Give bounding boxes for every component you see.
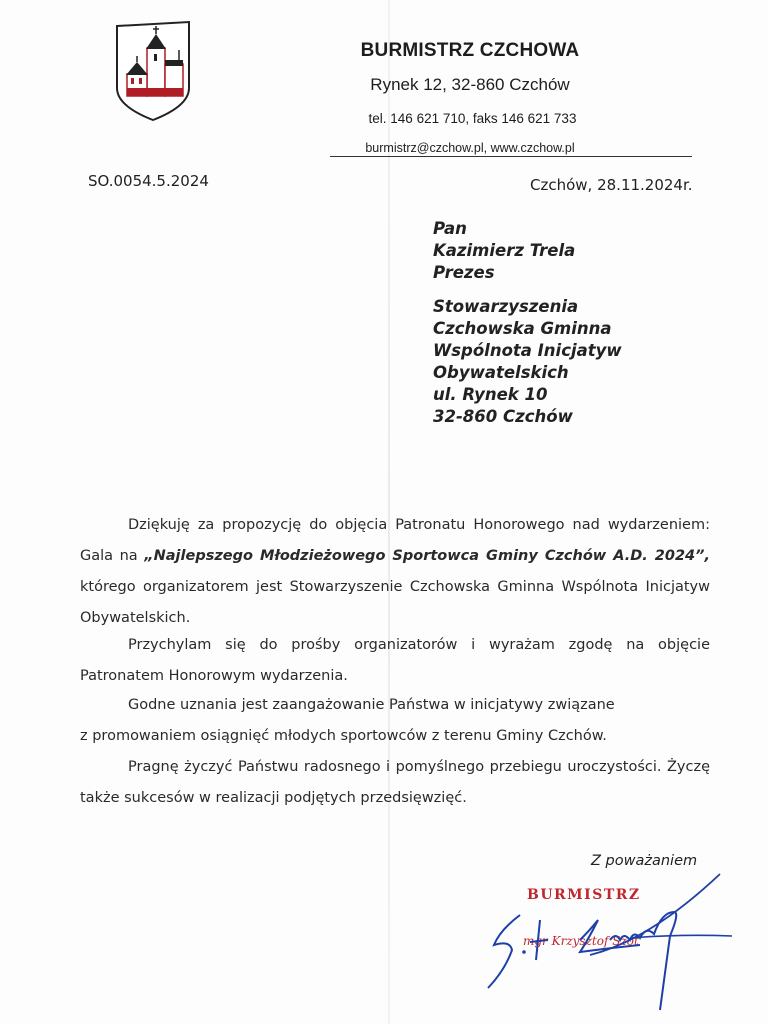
place-date: Czchów, 28.11.2024r. (530, 176, 693, 194)
recipient-line: 32-860 Czchów (433, 407, 573, 426)
event-title: „Najlepszego Młodzieżowego Sportowca Gminy Czchów A.D. 2024”, (144, 548, 710, 564)
p3-line2: z promowaniem osiągnięć młodych sportowców z terenu Gminy Czchów. (80, 728, 607, 744)
recipient-line: Wspólnota Inicjatyw (433, 341, 622, 360)
handwritten-signature (480, 860, 740, 1020)
letterhead-address: Rynek 12, 32-860 Czchów (370, 75, 570, 94)
p1-start: Dziękuję za propozycję do objęcia Patronatu Honorowego nad wydarzeniem: Gala na (80, 517, 710, 564)
letterhead-email-web: burmistrz@czchow.pl, www.czchow.pl (365, 141, 575, 155)
closing-salutation: Z poważaniem (591, 853, 698, 869)
recipient-line: Stowarzyszenia (433, 297, 579, 316)
reference-number: SO.0054.5.2024 (88, 172, 209, 190)
body-paragraph-3 (80, 690, 710, 752)
p1-end: którego organizatorem jest Stowarzyszenie Czchowska Gminna Wspólnota Inicjatyw Obywatelskich. (80, 579, 710, 626)
recipient-block (433, 218, 622, 428)
recipient-line: Prezes (433, 263, 495, 282)
recipient-line: Czchowska Gminna (433, 319, 612, 338)
body-paragraph-4 (80, 752, 710, 814)
town-crest-logo (113, 18, 193, 124)
letterhead-title: BURMISTRZ CZCHOWA (360, 40, 580, 61)
p3-line1: Godne uznania jest zaangażowanie Państwa w inicjatywy związane (128, 697, 615, 713)
p4-text: Pragnę życzyć Państwu radosnego i pomyślnego przebiegu uroczystości. Życzę także sukcesów w realizacji podjętych przedsięwzięć. (80, 759, 710, 806)
body-paragraph-1 (80, 510, 710, 634)
body-paragraph-2 (80, 630, 710, 692)
letterhead-phone-fax: tel. 146 621 710, faks 146 621 733 (368, 111, 577, 126)
recipient-line: Kazimierz Trela (433, 241, 576, 260)
recipient-line: Obywatelskich (433, 363, 569, 382)
p2-text: Przychylam się do prośby organizatorów i wyrażam zgodę na objęcie Patronatem Honorowym wydarzenia. (80, 637, 710, 684)
stamp-title: BURMISTRZ (527, 887, 641, 903)
recipient-line: Pan (433, 219, 467, 238)
recipient-line: ul. Rynek 10 (433, 385, 548, 404)
letterhead-divider (330, 156, 692, 157)
stamp-name: mgr Krzysztof Szot (523, 934, 639, 948)
